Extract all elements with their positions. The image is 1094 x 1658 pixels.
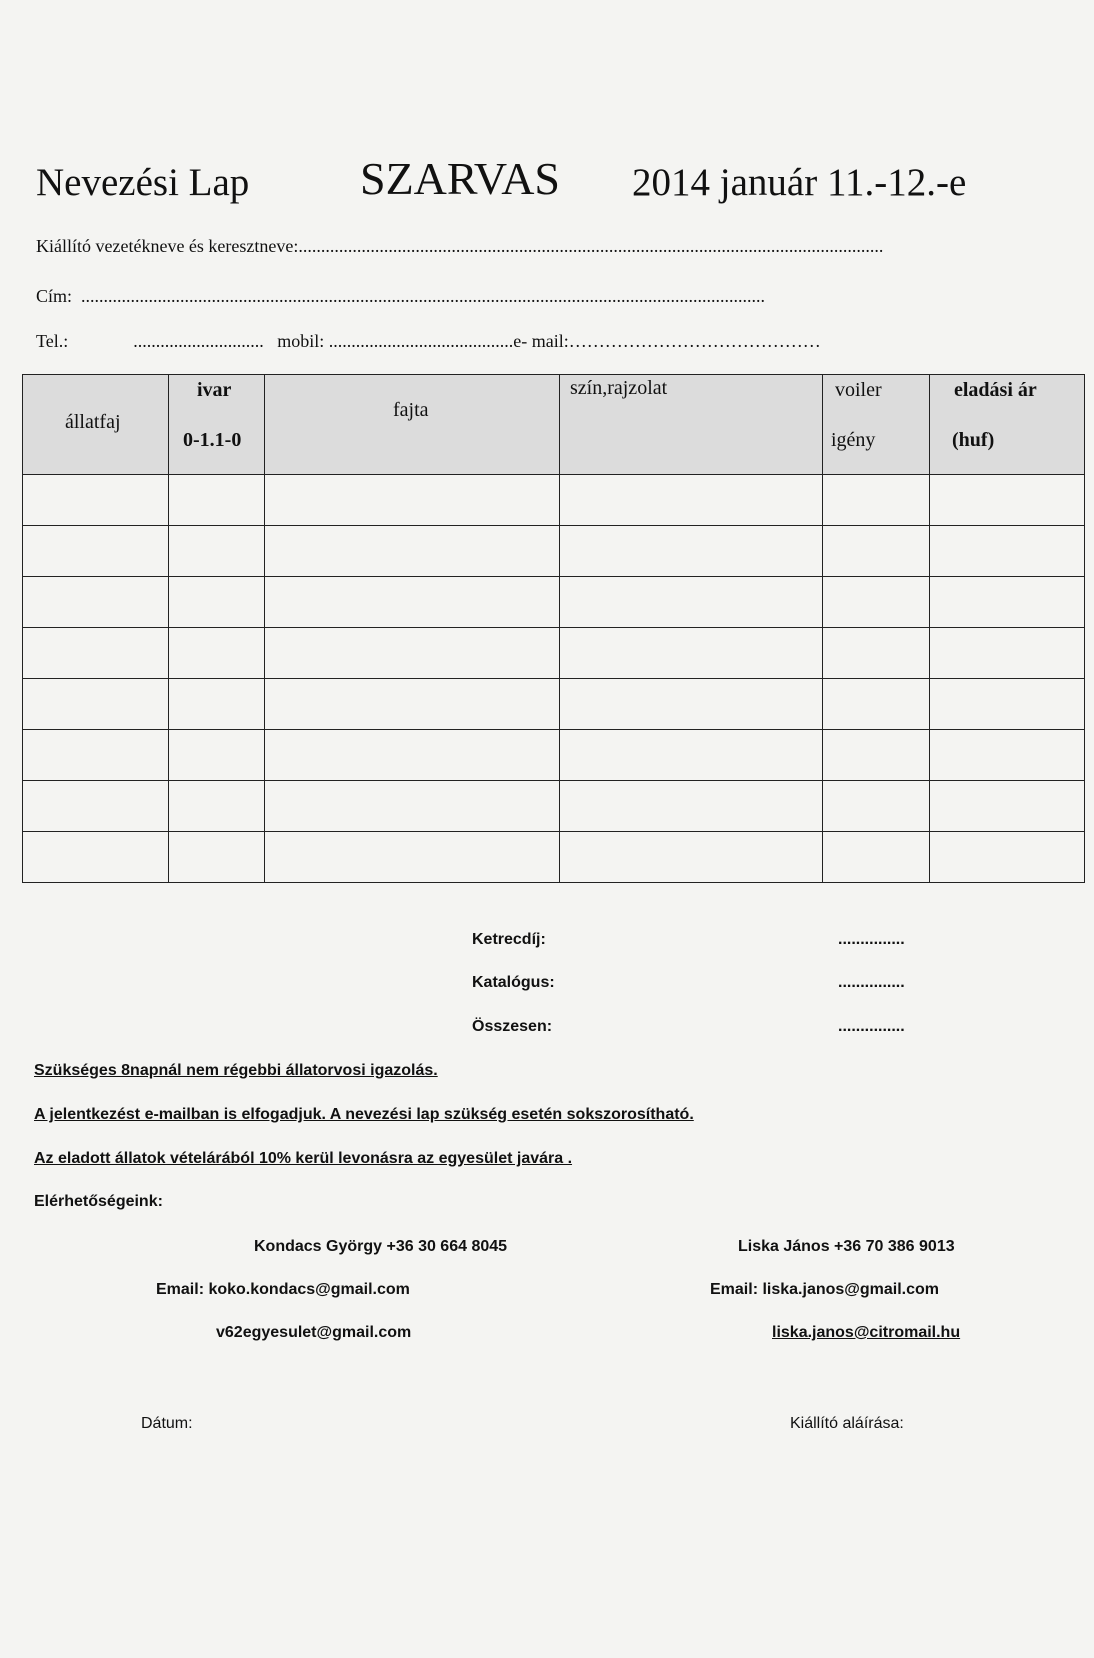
- table-cell[interactable]: [265, 679, 560, 730]
- table-row: [23, 577, 1085, 628]
- tel-field[interactable]: .............................: [133, 331, 264, 351]
- email-field[interactable]: ……………………………………: [568, 331, 821, 351]
- table-cell[interactable]: [23, 679, 169, 730]
- table-cell[interactable]: [930, 781, 1085, 832]
- ketrecdij-value[interactable]: ...............: [838, 931, 905, 948]
- date-label: Dátum:: [141, 1415, 193, 1432]
- table-cell[interactable]: [560, 526, 823, 577]
- table-cell[interactable]: [930, 628, 1085, 679]
- name-label: Kiállító vezetékneve és keresztneve:: [36, 236, 299, 256]
- address-dots: ........................................................................................................................................................: [81, 286, 766, 306]
- table-cell[interactable]: [930, 526, 1085, 577]
- table-row: [23, 679, 1085, 730]
- table-cell[interactable]: [23, 781, 169, 832]
- table-cell[interactable]: [560, 577, 823, 628]
- table-cell[interactable]: [23, 577, 169, 628]
- tel-label: Tel.:: [36, 331, 69, 351]
- table-cell[interactable]: [169, 475, 265, 526]
- table-cell[interactable]: [265, 730, 560, 781]
- katalogus-value[interactable]: ...............: [838, 974, 905, 991]
- table-cell[interactable]: [265, 781, 560, 832]
- table-cell[interactable]: [23, 526, 169, 577]
- table-row: [23, 628, 1085, 679]
- table-cell[interactable]: [823, 475, 930, 526]
- form-title: Nevezési Lap: [36, 161, 250, 204]
- liska-email[interactable]: Email: liska.janos@gmail.com: [710, 1281, 940, 1298]
- email-label: e- mail:: [513, 331, 569, 351]
- table-row: [23, 730, 1085, 781]
- table-cell[interactable]: [560, 628, 823, 679]
- contacts-heading: Elérhetőségeink:: [34, 1193, 163, 1210]
- note-email: A jelentkezést e-mailban is elfogadjuk. A nevezési lap szükség esetén sokszorosítható.: [34, 1106, 694, 1123]
- table-cell[interactable]: [930, 679, 1085, 730]
- table-row: [23, 781, 1085, 832]
- table-cell[interactable]: [560, 679, 823, 730]
- table-cell[interactable]: [169, 628, 265, 679]
- table-cell[interactable]: [23, 628, 169, 679]
- table-cell[interactable]: [560, 730, 823, 781]
- event-name: SZARVAS: [360, 153, 560, 204]
- table-cell[interactable]: [169, 832, 265, 883]
- osszesen-label: Összesen:: [472, 1018, 553, 1035]
- table-cell[interactable]: [23, 730, 169, 781]
- header-szin: szín,rajzolat: [560, 375, 823, 475]
- signature-label: Kiállító aláírása:: [790, 1415, 904, 1432]
- table-cell[interactable]: [823, 577, 930, 628]
- table-cell[interactable]: [823, 628, 930, 679]
- table-cell[interactable]: [169, 577, 265, 628]
- table-row: [23, 832, 1085, 883]
- table-cell[interactable]: [265, 577, 560, 628]
- address-label: Cím:: [36, 286, 73, 306]
- table-cell[interactable]: [169, 679, 265, 730]
- header-ar: eladási ár (huf): [930, 375, 1085, 475]
- header-allatfaj: állatfaj: [23, 375, 169, 475]
- liska-contact: Liska János +36 70 386 9013: [738, 1238, 955, 1255]
- table-cell[interactable]: [23, 475, 169, 526]
- ketrecdij-label: Ketrecdíj:: [472, 931, 546, 948]
- table-cell[interactable]: [823, 832, 930, 883]
- table-row: [23, 526, 1085, 577]
- table-row: [23, 475, 1085, 526]
- header-fajta: fajta: [265, 375, 560, 475]
- table-cell[interactable]: [560, 781, 823, 832]
- table-cell[interactable]: [930, 475, 1085, 526]
- table-cell[interactable]: [930, 730, 1085, 781]
- katalogus-label: Katalógus:: [472, 974, 555, 991]
- header-voiler: voiler igény: [823, 375, 930, 475]
- table-cell[interactable]: [930, 832, 1085, 883]
- table-cell[interactable]: [169, 730, 265, 781]
- mobil-field[interactable]: .........................................: [328, 331, 514, 351]
- event-date: 2014 január 11.-12.-e: [632, 161, 967, 204]
- kondacs-email[interactable]: Email: koko.kondacs@gmail.com: [156, 1281, 410, 1298]
- contact-line: [36, 331, 821, 352]
- table-cell[interactable]: [823, 679, 930, 730]
- table-cell[interactable]: [265, 628, 560, 679]
- name-field[interactable]: [36, 236, 883, 257]
- table-cell[interactable]: [265, 832, 560, 883]
- header-ivar: ivar 0-1.1-0: [169, 375, 265, 475]
- table-cell[interactable]: [823, 526, 930, 577]
- table-cell[interactable]: [169, 781, 265, 832]
- entry-table: [22, 374, 1085, 883]
- table-cell[interactable]: [169, 526, 265, 577]
- kondacs-contact: Kondacs György +36 30 664 8045: [254, 1238, 508, 1255]
- address-field[interactable]: [36, 286, 765, 307]
- table-header-row: [23, 375, 1085, 475]
- table-cell[interactable]: [823, 730, 930, 781]
- osszesen-value[interactable]: ...............: [838, 1018, 905, 1035]
- table-cell[interactable]: [560, 832, 823, 883]
- name-dots: ..................................................................................................................................: [298, 236, 884, 256]
- table-cell[interactable]: [823, 781, 930, 832]
- mobil-label: mobil:: [277, 331, 325, 351]
- table-cell[interactable]: [23, 832, 169, 883]
- table-cell[interactable]: [265, 526, 560, 577]
- table-cell[interactable]: [930, 577, 1085, 628]
- note-sold: Az eladott állatok vételárából 10% kerül levonásra az egyesület javára .: [34, 1150, 573, 1167]
- table-cell[interactable]: [560, 475, 823, 526]
- table-cell[interactable]: [265, 475, 560, 526]
- note-vet: Szükséges 8napnál nem régebbi állatorvosi igazolás.: [34, 1062, 438, 1079]
- club-email[interactable]: v62egyesulet@gmail.com: [216, 1324, 412, 1341]
- liska-email2[interactable]: liska.janos@citromail.hu: [772, 1324, 961, 1341]
